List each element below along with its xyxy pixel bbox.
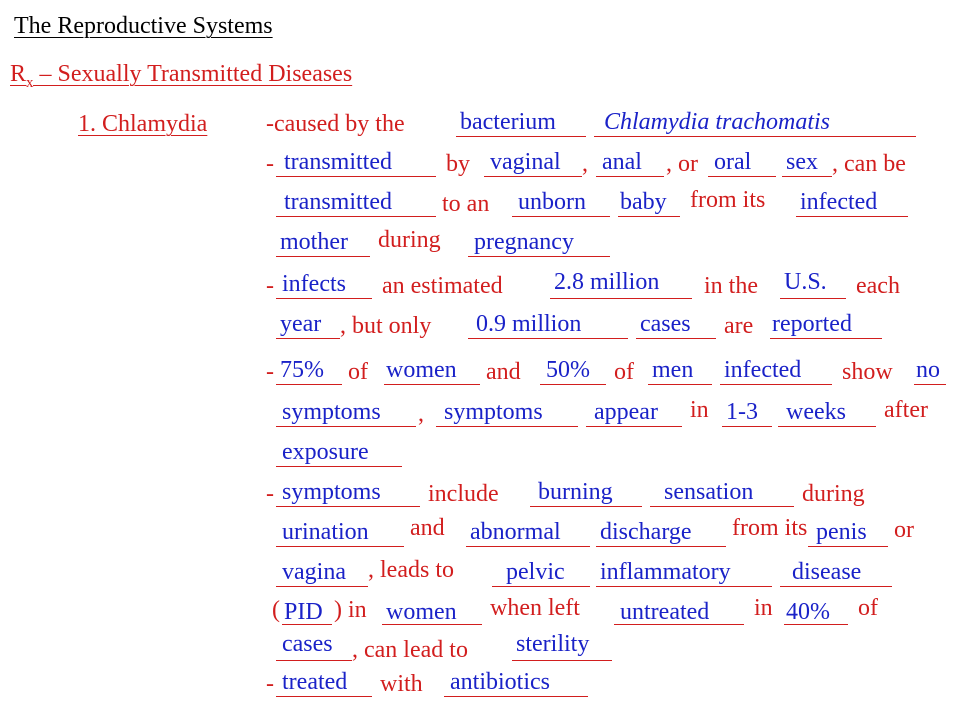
blank-line: [384, 384, 480, 385]
blank-line: [596, 546, 726, 547]
prompt-text: during: [802, 481, 865, 507]
blank-line: [596, 586, 772, 587]
blank-line: [276, 660, 352, 661]
prompt-text: in: [690, 397, 709, 423]
answer-mother: mother: [280, 229, 348, 255]
answer-symptoms-2: symptoms: [444, 399, 543, 425]
prompt-text: of: [348, 359, 368, 385]
answer-1-3: 1-3: [726, 399, 758, 425]
blank-line: [708, 176, 776, 177]
prompt-text: and: [486, 359, 521, 385]
prompt-text: an estimated: [382, 273, 503, 299]
prompt-text: (: [272, 597, 280, 623]
blank-line: [770, 338, 882, 339]
prompt-text: , can lead to: [352, 637, 468, 663]
answer-infected-2: infected: [724, 357, 802, 383]
section-subtitle: [10, 62, 352, 91]
prompt-text: -caused by the: [266, 111, 405, 137]
answer-cases-2: cases: [282, 631, 333, 657]
blank-line: [484, 176, 582, 177]
prompt-text: of: [858, 595, 878, 621]
answer-weeks: weeks: [786, 399, 846, 425]
prompt-text: each: [856, 273, 900, 299]
prompt-text: ,: [666, 151, 672, 177]
answer-disease: disease: [792, 559, 862, 585]
answer-urination: urination: [282, 519, 369, 545]
rx-symbol: R: [10, 61, 27, 87]
blank-line: [586, 426, 682, 427]
rx-subscript: x: [26, 74, 34, 91]
prompt-text: from its: [690, 187, 766, 213]
answer-oral: oral: [714, 149, 752, 175]
blank-line: [276, 506, 420, 507]
answer-women-2: women: [386, 599, 457, 625]
answer-vagina: vagina: [282, 559, 346, 585]
blank-line: [648, 384, 712, 385]
prompt-text: after: [884, 397, 928, 423]
dash: -: [266, 481, 274, 507]
answer-exposure: exposure: [282, 439, 369, 465]
dash: -: [266, 273, 274, 299]
prompt-text: , leads to: [368, 557, 454, 583]
dash: -: [266, 151, 274, 177]
item-heading: 1. Chlamydia: [78, 111, 208, 137]
answer-75-percent: 75%: [280, 357, 324, 383]
answer-abnormal: abnormal: [470, 519, 561, 545]
blank-line: [780, 586, 892, 587]
prompt-text: ,: [418, 401, 424, 427]
prompt-text: or: [678, 151, 698, 177]
blank-line: [594, 136, 916, 137]
prompt-text: , can be: [832, 151, 906, 177]
answer-sex: sex: [786, 149, 818, 175]
answer-baby: baby: [620, 189, 667, 215]
blank-line: [276, 546, 404, 547]
blank-line: [466, 546, 590, 547]
blank-line: [444, 696, 588, 697]
blank-line: [550, 298, 692, 299]
answer-2-8-million: 2.8 million: [554, 269, 660, 295]
answer-cases: cases: [640, 311, 691, 337]
answer-burning: burning: [538, 479, 613, 505]
answer-chlamydia-trachomatis: Chlamydia trachomatis: [604, 109, 830, 135]
answer-pid: PID: [284, 599, 323, 625]
answer-treated: treated: [282, 669, 348, 695]
answer-no: no: [916, 357, 940, 383]
blank-line: [636, 338, 716, 339]
answer-penis: penis: [816, 519, 867, 545]
blank-line: [512, 660, 612, 661]
prompt-text: , but only: [340, 313, 432, 339]
answer-appear: appear: [594, 399, 658, 425]
subtitle-text: – Sexually Transmitted Diseases: [33, 61, 353, 87]
answer-reported: reported: [772, 311, 852, 337]
answer-infected: infected: [800, 189, 878, 215]
answer-symptoms-3: symptoms: [282, 479, 381, 505]
answer-40-percent: 40%: [786, 599, 830, 625]
blank-line: [436, 426, 578, 427]
prompt-text: and: [410, 515, 445, 541]
blank-line: [456, 136, 586, 137]
answer-transmitted-2: transmitted: [284, 189, 392, 215]
blank-line: [468, 338, 628, 339]
blank-line: [780, 298, 846, 299]
answer-sterility: sterility: [516, 631, 590, 657]
blank-line: [276, 426, 416, 427]
answer-unborn: unborn: [518, 189, 586, 215]
prompt-text: ,: [582, 151, 588, 177]
blank-line: [276, 696, 372, 697]
prompt-text: in: [754, 595, 773, 621]
blank-line: [276, 338, 340, 339]
prompt-text: from its: [732, 515, 808, 541]
answer-anal: anal: [602, 149, 642, 175]
prompt-text: show: [842, 359, 893, 385]
prompt-text: or: [894, 517, 914, 543]
prompt-text: by: [446, 151, 470, 177]
blank-line: [276, 256, 370, 257]
blank-line: [530, 506, 642, 507]
blank-line: [650, 506, 794, 507]
answer-50-percent: 50%: [546, 357, 590, 383]
answer-vaginal: vaginal: [490, 149, 561, 175]
blank-line: [276, 384, 342, 385]
blank-line: [512, 216, 610, 217]
blank-line: [276, 586, 368, 587]
prompt-text: when left: [490, 595, 580, 621]
prompt-text: include: [428, 481, 499, 507]
prompt-text: during: [378, 227, 441, 253]
prompt-text: with: [380, 671, 423, 697]
answer-men: men: [652, 357, 694, 383]
blank-line: [914, 384, 946, 385]
blank-line: [540, 384, 606, 385]
blank-line: [782, 176, 832, 177]
answer-0-9-million: 0.9 million: [476, 311, 582, 337]
answer-inflammatory: inflammatory: [600, 559, 731, 585]
blank-line: [808, 546, 888, 547]
answer-us: U.S.: [784, 269, 827, 295]
prompt-text: are: [724, 313, 754, 339]
blank-line: [492, 586, 590, 587]
prompt-text: in the: [704, 273, 758, 299]
blank-line: [778, 426, 876, 427]
answer-bacterium: bacterium: [460, 109, 556, 135]
blank-line: [720, 384, 832, 385]
answer-sensation: sensation: [664, 479, 754, 505]
answer-untreated: untreated: [620, 599, 710, 625]
prompt-text: of: [614, 359, 634, 385]
answer-discharge: discharge: [600, 519, 692, 545]
blank-line: [468, 256, 610, 257]
answer-year: year: [280, 311, 322, 337]
dash: -: [266, 359, 274, 385]
blank-line: [618, 216, 680, 217]
blank-line: [596, 176, 664, 177]
dash: -: [266, 671, 274, 697]
answer-women: women: [386, 357, 457, 383]
prompt-text: to an: [442, 191, 490, 217]
blank-line: [276, 466, 402, 467]
answer-pregnancy: pregnancy: [474, 229, 574, 255]
blank-line: [796, 216, 908, 217]
answer-symptoms: symptoms: [282, 399, 381, 425]
page-title: The Reproductive Systems: [14, 13, 273, 39]
blank-line: [722, 426, 772, 427]
blank-line: [276, 216, 436, 217]
prompt-text: ) in: [334, 597, 367, 623]
answer-antibiotics: antibiotics: [450, 669, 550, 695]
answer-pelvic: pelvic: [506, 559, 565, 585]
answer-infects: infects: [282, 271, 346, 297]
blank-line: [276, 176, 436, 177]
blank-line: [276, 298, 372, 299]
answer-transmitted: transmitted: [284, 149, 392, 175]
